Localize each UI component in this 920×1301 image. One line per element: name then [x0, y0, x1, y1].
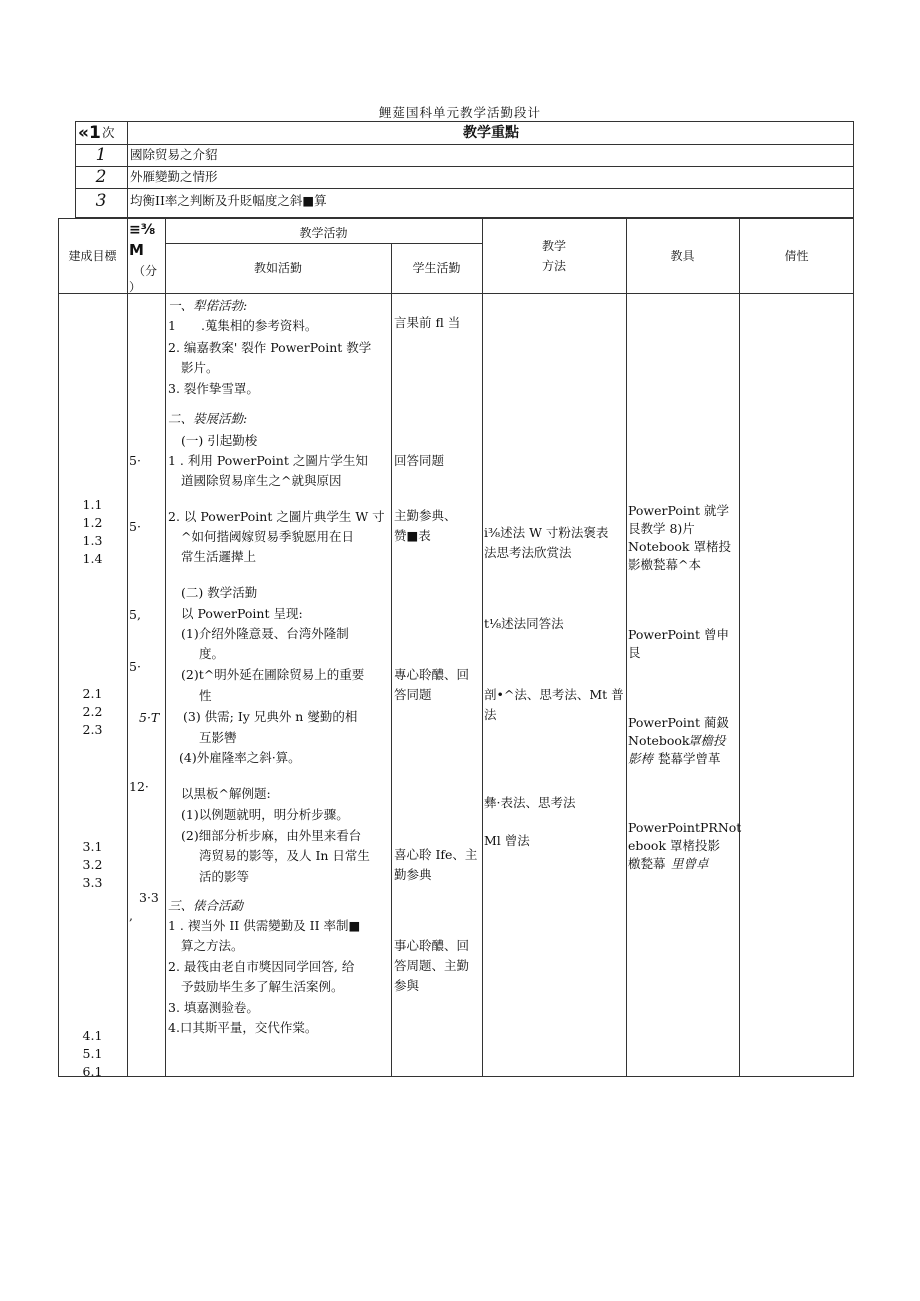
goal-code: 1.4 [82, 551, 103, 566]
goal-code: 6.1 [82, 1064, 103, 1079]
student-activity-line: 事心聆醲、回 [394, 938, 470, 953]
teacher-activity-line: 湾贸易的影等，及人 In 日常生 [199, 848, 370, 863]
teacher-activity-line: 3. 填嘉测验卷。 [168, 1000, 259, 1015]
tool-line: PowerPoint 蔺鈒 [628, 715, 729, 730]
header-session-suffix: 次 [102, 125, 115, 140]
teacher-activity-line: 三、俵合活勐 [168, 898, 244, 913]
header-time-b: M [129, 241, 144, 259]
tool-line: ebook 罩楮投影 [628, 838, 720, 853]
teacher-activity-line: 常生活邏撵上 [181, 549, 257, 564]
key-point-text: 外雁變勤之情形 [130, 169, 218, 184]
header-activities: 教学活勃 [299, 226, 348, 240]
time-value: 5· [129, 519, 141, 534]
teacher-activity-line: 以黒板^解例题: [181, 786, 271, 801]
tool-line: 罩檐投 [688, 733, 726, 748]
teacher-activity-line: 算之方法。 [181, 938, 244, 953]
header-key-points: 教学重點 [463, 125, 519, 141]
header-remarks: 倩性 [784, 249, 809, 263]
header-method-b: 方法 [541, 259, 566, 273]
time-value: , [129, 908, 133, 923]
teacher-activity-line: 一、犁偌活勃: [168, 298, 248, 313]
tool-line: 甃幕学曾革 [658, 751, 721, 766]
teacher-activity-line: 2. 最筏由老自市獎因同学回答, 给 [168, 959, 355, 974]
tool-line: 檄甃幕 [628, 856, 666, 871]
student-activity-line: 言果前 fl 当 [394, 315, 461, 330]
teacher-activity-line: (1)介绍外隆意聂、台湾外隆制 [181, 626, 349, 641]
key-point-text: 均衡II率之判断及升貶幅度之斜■算 [130, 193, 327, 208]
teacher-activity-line: 1 . 利用 PowerPoint 之圖片学生知 [168, 453, 368, 468]
teacher-activity-line: 活的影等 [199, 869, 250, 884]
tool-line: Notebook 罩楮投 [628, 539, 731, 554]
tool-line: 影檄甃幕^本 [628, 557, 701, 572]
student-activity-line: 答周题、主勤 [394, 958, 470, 973]
student-activity-line: 答同题 [394, 687, 432, 702]
tool-line: PowerPointPRNot [628, 820, 742, 835]
goal-code: 1.1 [82, 497, 103, 512]
teacher-activity-line: (4)外雇隆率之斜·算。 [179, 750, 301, 765]
time-value: 5· [129, 659, 141, 674]
teacher-activity-line: 互影轡 [199, 730, 237, 745]
tool-line: 艮教学 8)片 [628, 521, 695, 536]
teacher-activity-line: (一) 引起勤梭 [181, 433, 258, 448]
teacher-activity-line: 4.口其斯平量，交代作棠。 [168, 1020, 318, 1035]
time-value: 5, [129, 607, 141, 622]
key-point-text: 國除贸易之介貂 [130, 147, 218, 162]
tool-line: PowerPoint 就学 [628, 503, 729, 518]
goal-code: 2.2 [82, 704, 103, 719]
teacher-activity-line: ^如何揩阈嫁贸易季貌愿用在日 [181, 529, 354, 544]
teacher-activity-line: 二、裝展活勤: [168, 411, 248, 426]
header-time-c: （分 [133, 264, 158, 278]
method-line: Ml 曾法 [484, 833, 530, 848]
key-point-num: 2 [95, 167, 107, 187]
tool-line: PowerPoint 曾申 [628, 627, 729, 642]
header-teacher-activities: 教如活勤 [253, 261, 302, 275]
student-activity-line: 主勤参典、 [394, 508, 457, 523]
time-value: 3·3 [139, 890, 159, 905]
goal-code: 3.2 [82, 857, 103, 872]
goal-code: 1.2 [82, 515, 103, 530]
teacher-activity-line: 予鼓励毕生多了解生活案例。 [181, 979, 344, 994]
goal-group-1 [58, 496, 127, 568]
teacher-activity-line: 2. 以 PowerPoint 之圖片典学生 W 寸 [168, 509, 385, 524]
teacher-activity-line: (3) 供需; Iy 兄典外 n 燮勤的相 [183, 709, 358, 724]
student-activity-line: 参與 [394, 978, 420, 993]
tool-line: Notebook [628, 733, 690, 748]
teacher-activity-line: 1 .蒐集相的参考资料。 [168, 318, 318, 333]
teacher-activity-line: 2. 编嘉教案' 裂作 PowerPoint 教学 [168, 340, 372, 355]
goal-code: 3.3 [82, 875, 103, 890]
goal-group-4 [58, 1027, 127, 1081]
method-line: t⅛述法同答法 [484, 616, 564, 631]
teacher-activity-line: (1)以例题就明，明分析步骤。 [181, 807, 349, 822]
teacher-activity-line: 影片。 [181, 360, 219, 375]
method-line: 法思考法欣赏法 [484, 545, 572, 560]
method-line: 彝·表法、思考法 [484, 795, 576, 810]
header-time-a: ≡⅜ [129, 222, 156, 238]
header-method-a: 教学 [541, 239, 566, 253]
method-line: 剖•^法、思考法、Mt 普 [484, 687, 624, 702]
student-activity-line: 喜心聆 Ife、主 [394, 847, 478, 862]
student-activity-line: 專心聆醲、回 [394, 667, 470, 682]
teacher-activity-line: 性 [199, 688, 212, 703]
goal-code: 4.1 [82, 1028, 103, 1043]
goal-code: 2.3 [82, 722, 103, 737]
method-line: i⅜述法 W 寸粉法褒表 [484, 525, 609, 540]
teacher-activity-line: 道國除贸易庠生之^就與原因 [181, 473, 342, 488]
teacher-activity-line: 以 PowerPoint 呈现: [181, 606, 303, 621]
method-line: 法 [484, 707, 497, 722]
student-activity-line: 回答同题 [394, 453, 445, 468]
header-session-label: «1 [78, 123, 101, 143]
goal-group-2 [58, 685, 127, 739]
goal-code: 2.1 [82, 686, 103, 701]
teacher-activity-line: (二) 教学活勤 [181, 585, 258, 600]
goal-code: 5.1 [82, 1046, 103, 1061]
teacher-activity-line: 1 . 禊当外 II 供需變勤及 II 率制■ [168, 918, 361, 933]
teacher-activity-line: (2)t^明外延在圃除贸易上的重要 [181, 667, 365, 682]
page-title: 鲤莚国科单元教学活勤段计 [378, 105, 541, 120]
tool-line: 里曾卓 [671, 856, 709, 871]
time-value: 12· [129, 779, 149, 794]
key-point-num: 1 [95, 145, 107, 165]
teacher-activity-line: (2)细部分析步麻，由外里来看台 [181, 828, 362, 843]
time-value: 5·T [139, 710, 160, 725]
teacher-activity-line: 度。 [199, 646, 225, 661]
header-student-activities: 学生活勤 [412, 261, 461, 275]
tool-line: 艮 [628, 645, 641, 660]
teacher-activity-line: 3. 裂作挚雪罩。 [168, 381, 259, 396]
goal-code: 3.1 [82, 839, 103, 854]
tool-line: 影梼 [628, 751, 654, 766]
time-value: 5· [129, 453, 141, 468]
header-goal: 建成目標 [68, 249, 117, 263]
header-time-d: ） [129, 280, 142, 294]
header-tools: 教具 [670, 249, 695, 263]
goal-group-3 [58, 838, 127, 892]
student-activity-line: 勤参典 [394, 867, 432, 882]
goal-code: 1.3 [82, 533, 103, 548]
key-point-num: 3 [95, 191, 107, 211]
student-activity-line: 赞■表 [394, 528, 431, 543]
